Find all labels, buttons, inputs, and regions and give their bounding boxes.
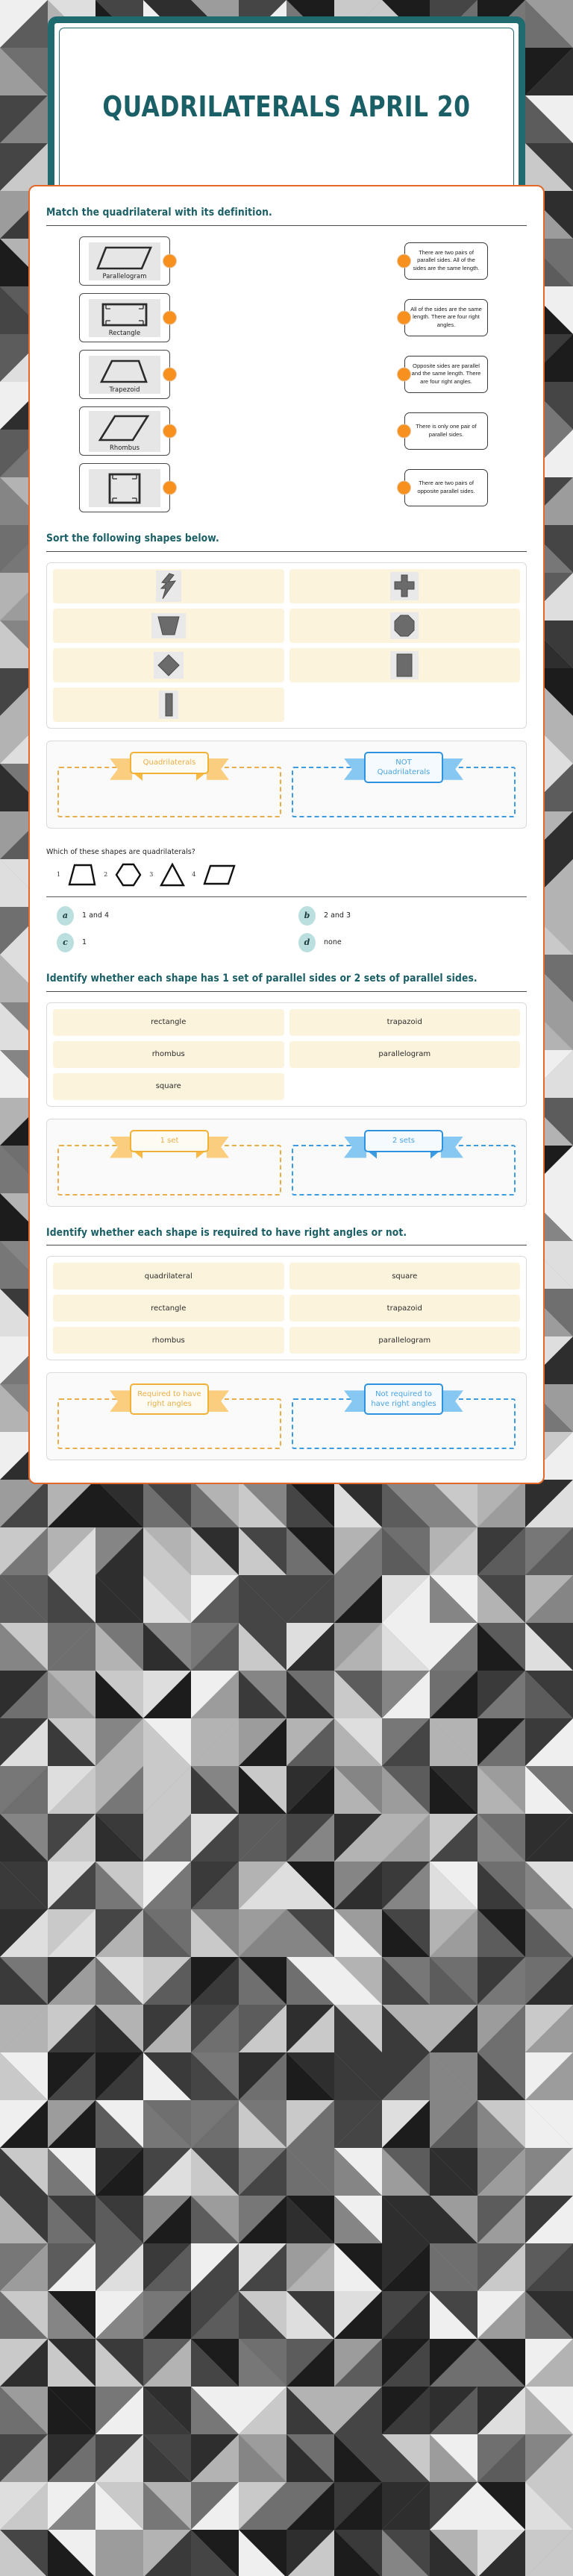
- parallelogram-outline-icon: [202, 864, 237, 886]
- mc-option-label: 1 and 4: [82, 911, 110, 920]
- divider: [46, 991, 527, 992]
- bar-shape-icon: [159, 691, 178, 719]
- dropzone-label: Required to have right angles: [130, 1383, 209, 1415]
- mc-option-a[interactable]: [57, 906, 285, 926]
- square-shape-icon: [96, 471, 154, 506]
- section-multiple-choice: [46, 848, 527, 952]
- match-row: [46, 236, 527, 286]
- match-shape-card[interactable]: [79, 293, 170, 342]
- shape-label: Trapezoid: [109, 385, 140, 393]
- cross-shape-icon: [390, 572, 419, 600]
- draggable-shape-tile[interactable]: [289, 569, 521, 603]
- sort-tiles-grid: [53, 569, 520, 722]
- definition-box[interactable]: There is only one pair of parallel sides.: [404, 412, 488, 450]
- definition-box[interactable]: Opposite sides are parallel and the same length. There are four right angles.: [404, 356, 488, 393]
- rhombus-shape-icon: [96, 413, 154, 443]
- match-shape-card[interactable]: [79, 406, 170, 456]
- connector-dot[interactable]: [397, 254, 411, 268]
- match-shape-card[interactable]: [79, 463, 170, 512]
- drop-area[interactable]: [292, 1145, 516, 1196]
- mc-option-b[interactable]: [298, 906, 527, 926]
- divider: [46, 551, 527, 552]
- ribbon-banner: [364, 1383, 443, 1415]
- parallelogram-shape-icon: [96, 245, 154, 271]
- dropzone-label: Not required to have right angles: [364, 1383, 443, 1415]
- definition-wrap: [404, 356, 488, 393]
- parallel-dropzone-panel: [46, 1119, 527, 1207]
- sort-tiles-panel: [46, 562, 527, 729]
- parallel-tiles-panel: [46, 1002, 527, 1107]
- mc-option-d[interactable]: [298, 933, 527, 952]
- definition-wrap: [404, 412, 488, 450]
- draggable-shape-tile[interactable]: [53, 648, 284, 682]
- draggable-word-tile[interactable]: parallelogram: [289, 1327, 521, 1354]
- dropzone-label: Quadrilaterals: [130, 752, 209, 774]
- draggable-word-tile[interactable]: trapazoid: [289, 1009, 521, 1036]
- rectangle-filled-shape-icon: [390, 651, 419, 679]
- section-sort: [46, 532, 527, 829]
- mc-option-key: a: [57, 906, 74, 926]
- diamond-shape-icon: [154, 652, 184, 679]
- draggable-word-tile[interactable]: rhombus: [53, 1041, 284, 1068]
- draggable-word-tile[interactable]: parallelogram: [289, 1041, 521, 1068]
- connector-dot[interactable]: [397, 424, 411, 438]
- trapezoid-filled-shape-icon: [151, 613, 186, 638]
- mc-option-c[interactable]: [57, 933, 285, 952]
- connector-dot[interactable]: [163, 367, 177, 381]
- draggable-shape-tile[interactable]: [289, 609, 521, 643]
- ribbon-banner: [130, 752, 209, 774]
- mc-option-key: d: [298, 933, 316, 952]
- mc-shape-row: [46, 862, 527, 888]
- match-row: [46, 463, 527, 512]
- draggable-word-tile[interactable]: square: [289, 1263, 521, 1289]
- connector-dot[interactable]: [397, 480, 411, 494]
- match-shape-card[interactable]: [79, 350, 170, 399]
- connector-dot[interactable]: [163, 254, 177, 268]
- definition-box[interactable]: There are two pairs of parallel sides. All of the sides are the same length.: [404, 242, 488, 280]
- ribbon-banner: [130, 1130, 209, 1152]
- page-title: QUADRILATERALS APRIL 20: [102, 89, 471, 123]
- shape-label: Rhombus: [109, 443, 140, 451]
- connector-dot[interactable]: [397, 367, 411, 381]
- mc-shape-number: 1: [57, 871, 61, 879]
- connector-dot[interactable]: [163, 480, 177, 494]
- ribbon-banner: [364, 1130, 443, 1152]
- section-right-angles: [46, 1226, 527, 1461]
- right-angles-tiles-panel: [46, 1256, 527, 1360]
- dropzone-label: 1 set: [130, 1130, 209, 1152]
- section-title-match: Match the quadrilateral with its definition.: [46, 207, 272, 219]
- draggable-word-tile[interactable]: rectangle: [53, 1009, 284, 1036]
- mc-question: Which of these shapes are quadrilaterals?: [46, 847, 195, 856]
- match-row: [46, 293, 527, 342]
- mc-shape-number: 2: [104, 871, 108, 879]
- match-row: [46, 350, 527, 399]
- section-title-sort: Sort the following shapes below.: [46, 532, 219, 544]
- drop-area[interactable]: [57, 767, 281, 817]
- shape-image-box: [89, 411, 160, 452]
- draggable-shape-tile[interactable]: [53, 569, 284, 603]
- definition-wrap: [404, 469, 488, 506]
- octagon-shape-icon: [390, 612, 419, 639]
- connector-dot[interactable]: [397, 310, 411, 324]
- shape-label: Parallelogram: [102, 271, 147, 280]
- header-inner: [59, 28, 514, 190]
- trapezoid-shape-icon: [96, 358, 154, 385]
- shape-image-box: [89, 299, 160, 337]
- lightning-bolt-shape-icon: [156, 571, 181, 602]
- section-parallel-sides: [46, 972, 527, 1207]
- shape-image-box: [89, 469, 160, 507]
- ribbon-banner: [130, 1383, 209, 1415]
- draggable-shape-tile[interactable]: [53, 688, 284, 722]
- match-shape-card[interactable]: [79, 236, 170, 286]
- dropzone-2-sets[interactable]: [292, 1130, 516, 1196]
- mc-shape-number: 3: [149, 871, 154, 879]
- section-match: [46, 206, 527, 512]
- definition-box[interactable]: There are two pairs of opposite parallel sides.: [404, 469, 488, 506]
- connector-dot[interactable]: [163, 424, 177, 438]
- match-row: [46, 406, 527, 456]
- parallel-tiles-grid: [53, 1009, 520, 1100]
- definition-wrap: [404, 242, 488, 280]
- draggable-shape-tile[interactable]: [53, 609, 284, 643]
- dropzone-label: NOT Quadrilaterals: [364, 752, 443, 783]
- divider: [46, 225, 527, 226]
- hexagon-outline-icon: [114, 862, 143, 888]
- divider: [46, 896, 527, 897]
- dropzone-quadrilaterals[interactable]: [57, 752, 281, 817]
- section-title-right-angles: Identify whether each shape is required to have right angles or not.: [46, 1226, 407, 1239]
- header-card: [48, 16, 525, 201]
- draggable-word-tile[interactable]: rectangle: [53, 1295, 284, 1322]
- drop-area[interactable]: [57, 1145, 281, 1196]
- worksheet-card: [28, 185, 545, 1484]
- match-rows: [46, 236, 527, 512]
- mc-option-key: c: [57, 933, 74, 952]
- definition-box[interactable]: All of the sides are the same length. There are four right angles.: [404, 299, 488, 336]
- dropzone-not-quadrilaterals[interactable]: [292, 752, 516, 817]
- dropzone-label: 2 sets: [364, 1130, 443, 1152]
- dropzone-not-required-right-angles[interactable]: [292, 1383, 516, 1449]
- shape-image-box: [89, 242, 160, 280]
- sort-dropzone-panel: [46, 741, 527, 829]
- draggable-word-tile[interactable]: rhombus: [53, 1327, 284, 1354]
- draggable-word-tile[interactable]: quadrilateral: [53, 1263, 284, 1289]
- right-angles-tiles-grid: [53, 1263, 520, 1354]
- right-angles-dropzone-panel: [46, 1372, 527, 1460]
- connector-dot[interactable]: [163, 310, 177, 324]
- mc-option-label: 1: [82, 938, 87, 947]
- mc-option-label: 2 and 3: [324, 911, 351, 920]
- rectangle-shape-icon: [96, 301, 154, 328]
- shape-image-box: [89, 356, 160, 394]
- trapezoid-outline-icon: [67, 862, 97, 888]
- draggable-word-tile[interactable]: trapazoid: [289, 1295, 521, 1322]
- mc-option-key: b: [298, 906, 316, 926]
- dropzone-1-set[interactable]: [57, 1130, 281, 1196]
- section-title-parallel-sides: Identify whether each shape has 1 set of parallel sides or 2 sets of parallel sides.: [46, 972, 478, 984]
- shape-label: Rectangle: [108, 328, 141, 336]
- draggable-word-tile[interactable]: square: [53, 1073, 284, 1100]
- mc-options: [46, 906, 527, 952]
- dropzone-required-right-angles[interactable]: [57, 1383, 281, 1449]
- triangle-outline-icon: [160, 862, 185, 888]
- definition-wrap: [404, 299, 488, 336]
- ribbon-banner: [364, 752, 443, 783]
- draggable-shape-tile[interactable]: [289, 648, 521, 682]
- mc-option-label: none: [324, 938, 342, 947]
- mc-shape-number: 4: [192, 871, 196, 879]
